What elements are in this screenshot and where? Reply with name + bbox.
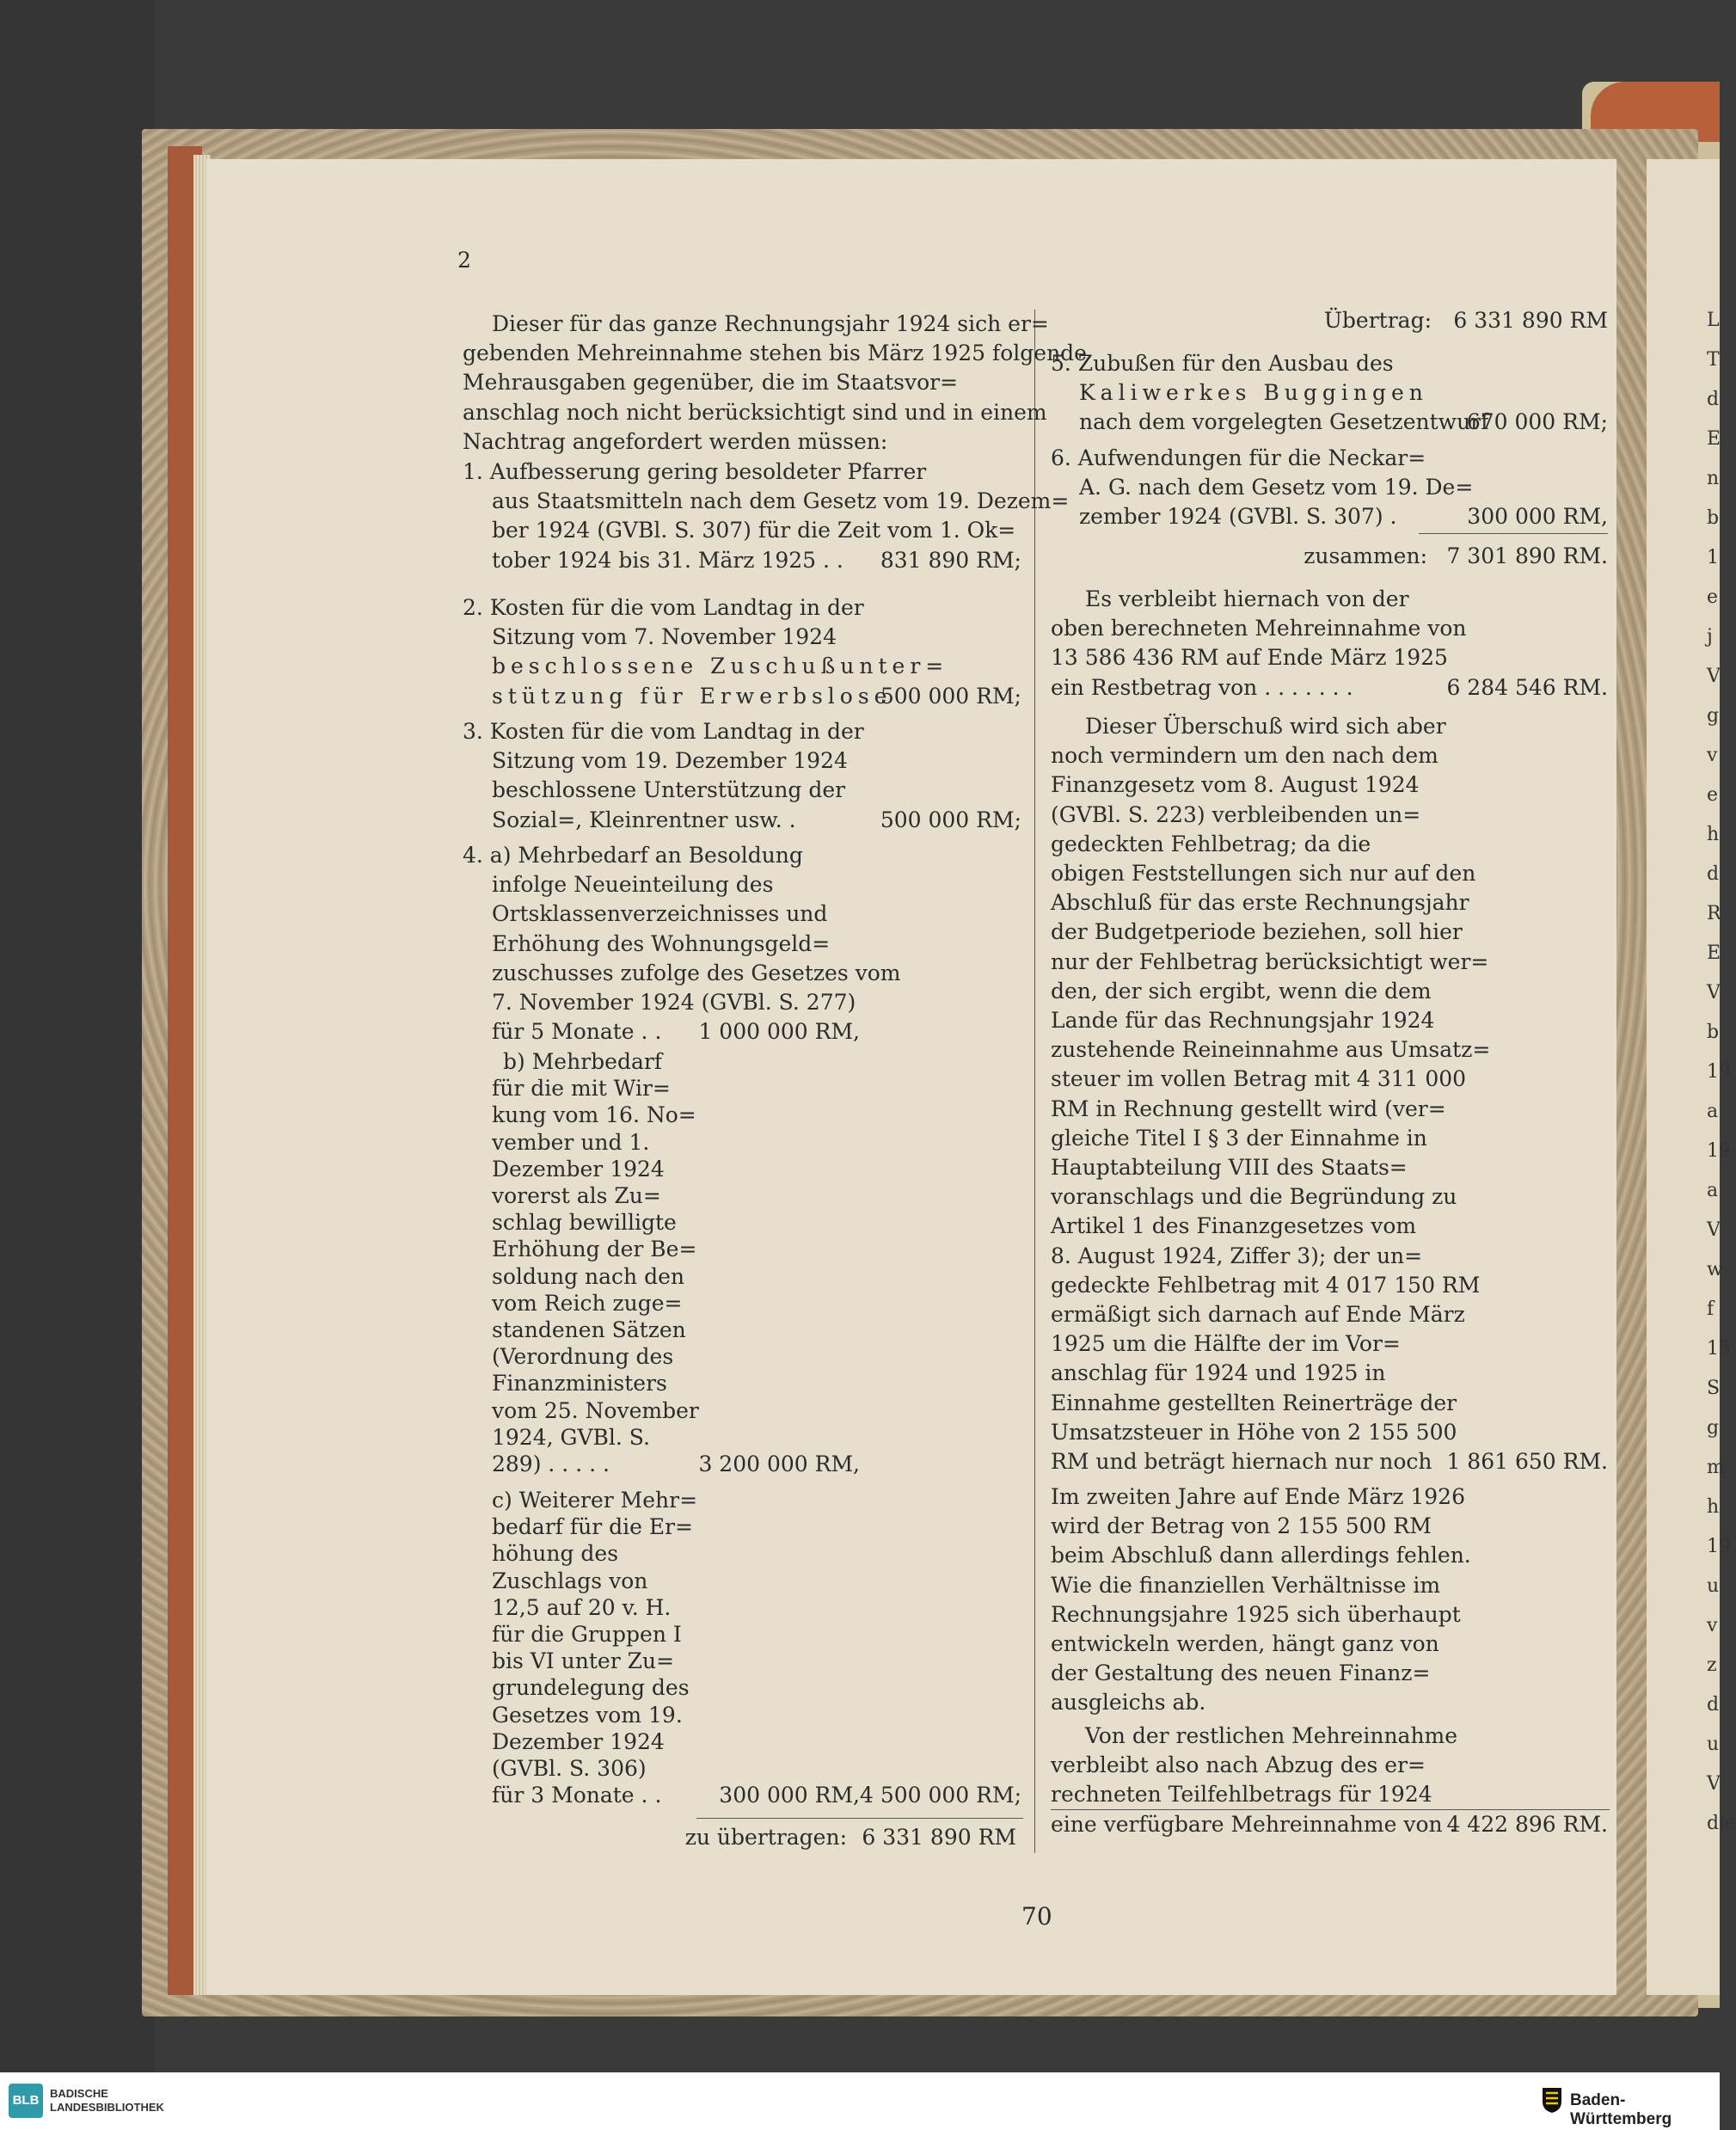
item-4a-amount: 1 000 000 RM, <box>698 1019 860 1045</box>
item-1-line: tober 1924 bis 31. März 1925 . . <box>492 547 843 573</box>
para-1-line: 13 586 436 RM auf Ende März 1925 <box>1051 645 1448 671</box>
item-4c-line: Gesetzes vom 19. <box>492 1702 683 1728</box>
intro-line: Dieser für das ganze Rechnungsjahr 1924 sich er= <box>492 311 1049 336</box>
library-name-line1: BADISCHE <box>50 2087 108 2100</box>
item-4c-line: (GVBl. S. 306) <box>492 1756 647 1781</box>
page-number-bottom: 70 <box>1021 1902 1052 1931</box>
para-2-line: noch vermindern um den nach dem <box>1051 743 1438 769</box>
item-4c-line: c) Weiterer Mehr= <box>492 1488 698 1513</box>
facing-page-letter: z <box>1707 1654 1717 1676</box>
item-4c-line: bis VI unter Zu= <box>492 1648 675 1674</box>
para-2-line: ermäßigt sich darnach auf Ende März <box>1051 1302 1465 1327</box>
facing-page-letter: b <box>1707 1022 1720 1043</box>
item-1-amount: 831 890 RM; <box>880 547 1021 573</box>
para-3-line: Im zweiten Jahre auf Ende März 1926 <box>1051 1484 1465 1509</box>
footer-bar <box>0 2072 1720 2130</box>
item-3-line: Sozial=, Kleinrentner usw. . <box>492 807 796 832</box>
item-3-line: 3. Kosten für die vom Landtag in der <box>463 719 864 744</box>
item-4a-line: 7. November 1924 (GVBl. S. 277) <box>492 990 856 1015</box>
para-4-line: verbleibt also nach Abzug des er= <box>1051 1752 1426 1778</box>
item-4c-line: Zuschlags von <box>492 1568 648 1593</box>
sum-amount: 7 301 890 RM. <box>1446 543 1608 568</box>
facing-page-letter: w <box>1707 1259 1723 1280</box>
facing-page-letter: 19 <box>1707 1140 1731 1162</box>
para-4-line: Von der restlichen Mehreinnahme <box>1085 1723 1458 1748</box>
para-1-amount: 6 284 546 RM. <box>1446 674 1608 700</box>
facing-page-letter: 19 <box>1707 1061 1731 1083</box>
para-3-line: Rechnungsjahre 1925 sich überhaupt <box>1051 1601 1461 1627</box>
para-2-line: Abschluß für das erste Rechnungsjahr <box>1051 890 1469 916</box>
para-2-line: gedeckten Fehlbetrag; da die <box>1051 831 1371 856</box>
facing-page-letter: die <box>1707 1813 1736 1834</box>
item-4a-line: für 5 Monate . . <box>492 1019 662 1045</box>
facing-page-letter: d <box>1707 863 1720 885</box>
facing-page-letter: 19 <box>1707 1536 1731 1557</box>
carry-amount: 6 331 890 RM <box>862 1825 1016 1850</box>
para-2-line: (GVBl. S. 223) verbleibenden un= <box>1051 801 1421 827</box>
item-4a-line: infolge Neueinteilung des <box>492 872 774 898</box>
facing-page-letter: V <box>1707 666 1721 687</box>
para-3-line: Wie die finanziellen Verhältnisse im <box>1051 1572 1441 1598</box>
item-4b-line: für die mit Wir= <box>492 1076 671 1102</box>
page-number-top: 2 <box>457 248 471 273</box>
para-2-line: den, der sich ergibt, wenn die dem <box>1051 978 1432 1004</box>
library-name <box>50 2087 164 2115</box>
para-2-line: 8. August 1924, Ziffer 3); der un= <box>1051 1243 1423 1268</box>
intro-line: anschlag noch nicht berücksichtigt sind und in einem <box>463 399 1047 425</box>
para-4-line: eine verfügbare Mehreinnahme von . <box>1051 1811 1457 1837</box>
item-6-amount: 300 000 RM, <box>1467 504 1608 530</box>
item-2-line: stützung für Erwerbslose <box>492 683 893 709</box>
item-6-line: zember 1924 (GVBl. S. 307) . <box>1079 504 1397 530</box>
facing-page-letter: E <box>1707 942 1721 964</box>
item-4c-line: Dezember 1924 <box>492 1728 665 1754</box>
item-4c-line: höhung des <box>492 1541 619 1567</box>
item-4b-line: (Verordnung des <box>492 1344 674 1370</box>
para-4-line: rechneten Teilfehlbetrags für 1924 <box>1051 1782 1432 1808</box>
item-4c-line: 12,5 auf 20 v. H. <box>492 1594 672 1620</box>
para-2-line: RM und beträgt hiernach nur noch <box>1051 1449 1432 1474</box>
para-2-line: Umsatzsteuer in Höhe von 2 155 500 <box>1051 1419 1457 1445</box>
item-4b-line: Erhöhung der Be= <box>492 1237 697 1262</box>
coat-of-arms-icon[interactable] <box>1541 2086 1563 2114</box>
facing-page-letter: n <box>1707 468 1720 489</box>
item-3-line: beschlossene Unterstützung der <box>492 777 846 803</box>
para-1-line: ein Restbetrag von . . . . . . . <box>1051 674 1353 700</box>
facing-page-letter: m <box>1707 1457 1725 1478</box>
para-2-line: RM in Rechnung gestellt wird (ver= <box>1051 1096 1446 1121</box>
item-4b-line: kung vom 16. No= <box>492 1102 696 1128</box>
facing-page-letter: V <box>1707 982 1721 1004</box>
facing-page-letter: d <box>1707 389 1720 410</box>
item-1-line: aus Staatsmitteln nach dem Gesetz vom 19. Dezem= <box>492 488 1070 514</box>
item-4c-line: bedarf für die Er= <box>492 1514 693 1540</box>
item-4c-line: grundelegung des <box>492 1675 690 1701</box>
intro-line: Mehrausgaben gegenüber, die im Staatsvor= <box>463 370 959 396</box>
item-4a-line: zuschusses zufolge des Gesetzes vom <box>492 960 901 985</box>
facing-page-letter: T <box>1707 349 1720 371</box>
facing-page-letter: 1 <box>1707 547 1719 568</box>
item-6-line: A. G. nach dem Gesetz vom 19. De= <box>1079 475 1474 500</box>
item-1-line: ber 1924 (GVBl. S. 307) für die Zeit vom 1. Ok= <box>492 518 1016 543</box>
item-4b-line: Dezember 1924 <box>492 1156 665 1182</box>
para-2-line: anschlag für 1924 und 1925 in <box>1051 1360 1386 1386</box>
state-name: Baden-Württemberg <box>1570 2091 1672 2128</box>
item-5-line: nach dem vorgelegten Gesetzentwurf <box>1079 409 1489 435</box>
library-name-line2: LANDESBIBLIOTHEK <box>50 2101 164 2114</box>
background <box>0 0 155 2072</box>
para-3-line: der Gestaltung des neuen Finanz= <box>1051 1660 1431 1686</box>
para-2-amount: 1 861 650 RM. <box>1446 1449 1608 1474</box>
facing-page-letter: u <box>1707 1575 1720 1597</box>
para-1-line: oben berechneten Mehreinnahme von <box>1051 616 1467 641</box>
facing-page-letter: f <box>1707 1298 1715 1320</box>
transfer-label: Übertrag: <box>1323 308 1432 333</box>
item-2-line: Sitzung vom 7. November 1924 <box>492 624 837 650</box>
item-5-line: 5. Zubußen für den Ausbau des <box>1051 351 1394 376</box>
para-3-line: entwickeln werden, hängt ganz von <box>1051 1631 1439 1656</box>
facing-page-letter: e <box>1707 586 1719 608</box>
facing-page-letter: h <box>1707 1496 1720 1518</box>
item-4c-amount: 300 000 RM, <box>719 1783 860 1808</box>
para-2-line: Einnahme gestellten Reinerträge der <box>1051 1390 1457 1415</box>
item-4a-line: Erhöhung des Wohnungsgeld= <box>492 930 831 956</box>
para-3-line: wird der Betrag von 2 155 500 RM <box>1051 1513 1432 1539</box>
item-4b-line: soldung nach den <box>492 1263 684 1289</box>
transfer-amount: 6 331 890 RM <box>1453 308 1608 333</box>
para-2-line: nur der Fehlbetrag berücksichtigt wer= <box>1051 948 1489 974</box>
para-2-line: zustehende Reineinnahme aus Umsatz= <box>1051 1037 1491 1063</box>
item-4b-line: b) Mehrbedarf <box>503 1049 663 1074</box>
sum-rule <box>1419 533 1608 534</box>
para-2-line: gleiche Titel I § 3 der Einnahme in <box>1051 1125 1427 1151</box>
facing-page-letter: 15 <box>1707 1338 1731 1360</box>
facing-page-letter: d <box>1707 1694 1720 1716</box>
item-4a-line: 4. a) Mehrbedarf an Besoldung <box>463 843 803 868</box>
para-2-line: Lande für das Rechnungsjahr 1924 <box>1051 1008 1435 1033</box>
facing-page-letter: h <box>1707 824 1720 845</box>
item-5-line: Kaliwerkes Buggingen <box>1079 380 1428 406</box>
item-1-line: 1. Aufbesserung gering besoldeter Pfarrer <box>463 459 927 484</box>
item-4b-line: schlag bewilligte <box>492 1210 677 1236</box>
item-4b-line: 289) . . . . . <box>492 1452 610 1476</box>
para-1-line: Es verbleibt hiernach von der <box>1085 586 1409 611</box>
facing-page-letter: S <box>1707 1378 1721 1399</box>
item-3-amount: 500 000 RM; <box>880 807 1021 832</box>
facing-page-letter: g <box>1707 705 1720 727</box>
item-4b-amount: 3 200 000 RM, <box>698 1452 860 1476</box>
facing-page-letter: j <box>1707 626 1713 648</box>
item-4b-line: vorerst als Zu= <box>492 1183 661 1208</box>
facing-page-letter: V <box>1707 1773 1721 1795</box>
carry-rule <box>696 1818 1023 1819</box>
item-4b-line: Finanzministers <box>492 1371 667 1396</box>
para-2-line: steuer im vollen Betrag mit 4 311 000 <box>1051 1066 1467 1092</box>
item-3-line: Sitzung vom 19. Dezember 1924 <box>492 748 848 774</box>
para-3-line: beim Abschluß dann allerdings fehlen. <box>1051 1543 1471 1568</box>
item-4c-line: für 3 Monate . . <box>492 1783 662 1808</box>
item-2-line: 2. Kosten für die vom Landtag in der <box>463 595 864 620</box>
facing-page-letter: a <box>1707 1180 1719 1201</box>
intro-line: gebenden Mehreinnahme stehen bis März 1925 folgende <box>463 341 1087 366</box>
para-2-line: 1925 um die Hälfte der im Vor= <box>1051 1331 1401 1357</box>
para-2-line: voranschlags und die Begründung zu <box>1051 1184 1457 1210</box>
item-5-amount: 670 000 RM; <box>1466 409 1608 435</box>
facing-page-letter: g <box>1707 1417 1720 1439</box>
para-2-line: Hauptabteilung VIII des Staats= <box>1051 1155 1408 1180</box>
item-4b-line: vember und 1. <box>492 1129 650 1155</box>
blb-logo[interactable]: BLB <box>9 2084 43 2118</box>
facing-page-letter: R <box>1707 903 1721 924</box>
item-2-line: beschlossene Zuschußunter= <box>492 654 949 679</box>
para-2-line: Dieser Überschuß wird sich aber <box>1085 714 1446 739</box>
para-4-amount: 4 422 896 RM. <box>1446 1811 1608 1837</box>
para-2-line: obigen Feststellungen sich nur auf den <box>1051 861 1476 886</box>
facing-page-letter: b <box>1707 507 1720 529</box>
para-2-line: Finanzgesetz vom 8. August 1924 <box>1051 772 1420 798</box>
item-4b-line: standenen Sätzen <box>492 1317 686 1342</box>
item-4-total: 4 500 000 RM; <box>859 1783 1021 1808</box>
sum-label: zusammen: <box>1304 543 1427 568</box>
item-4b-line: vom Reich zuge= <box>492 1290 683 1316</box>
para-2-line: gedeckte Fehlbetrag mit 4 017 150 RM <box>1051 1272 1481 1298</box>
facing-page-letter: E <box>1707 428 1721 450</box>
column-divider <box>1034 310 1035 1853</box>
para-3-line: ausgleichs ab. <box>1051 1690 1206 1716</box>
para-2-line: der Budgetperiode beziehen, soll hier <box>1051 919 1463 945</box>
item-4c-line: für die Gruppen I <box>492 1622 682 1647</box>
item-4b-line: 1924, GVBl. S. <box>492 1424 650 1450</box>
facing-page-letter: v <box>1707 1615 1718 1636</box>
item-2-amount: 500 000 RM; <box>880 683 1021 709</box>
carry-label: zu übertragen: <box>684 1825 847 1850</box>
facing-page-letter: a <box>1707 1101 1719 1122</box>
facing-page-letter: V <box>1707 1219 1721 1241</box>
item-4b-line: vom 25. November <box>492 1397 699 1423</box>
facing-page-letter: u <box>1707 1734 1720 1755</box>
facing-page-letter: L <box>1707 310 1720 331</box>
item-6-line: 6. Aufwendungen für die Neckar= <box>1051 445 1426 470</box>
facing-page-letter: v <box>1707 745 1718 766</box>
intro-line: Nachtrag angefordert werden müssen: <box>463 428 888 454</box>
facing-page-letter: e <box>1707 784 1719 806</box>
para-2-line: Artikel 1 des Finanzgesetzes vom <box>1051 1213 1417 1239</box>
item-4a-line: Ortsklassenverzeichnisses und <box>492 901 828 927</box>
